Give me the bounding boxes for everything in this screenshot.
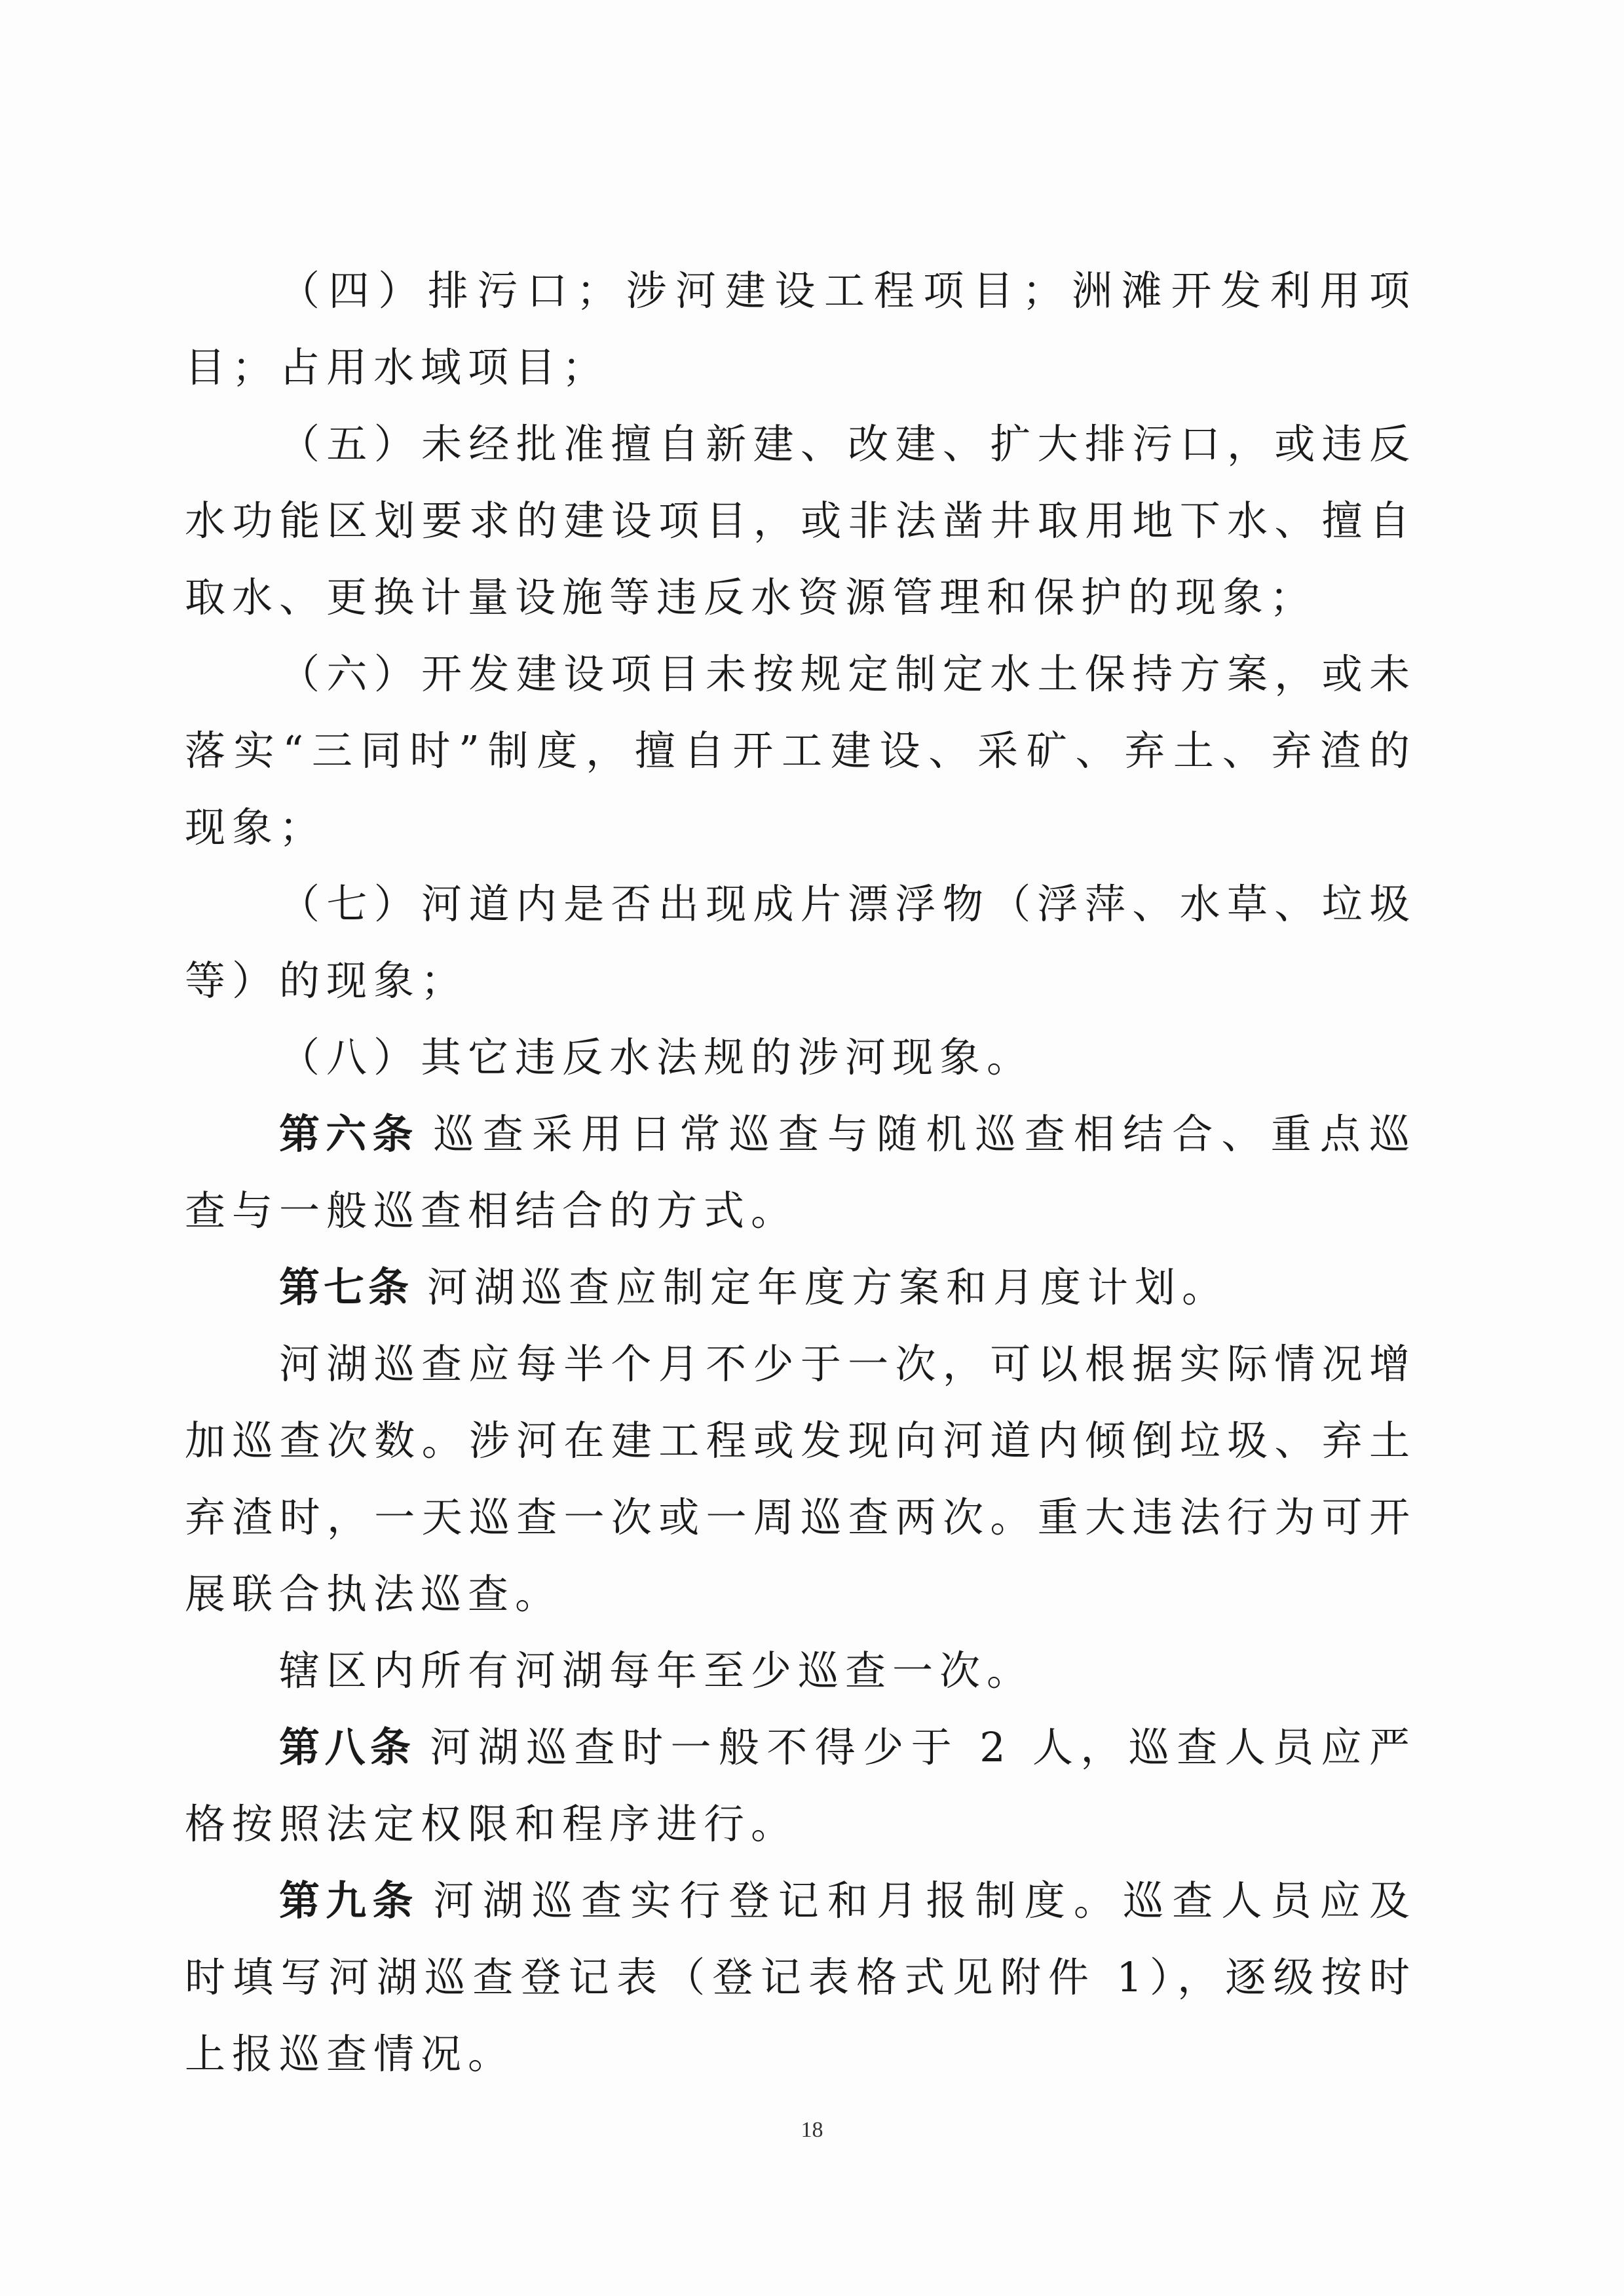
article-6 [185,1096,1416,1249]
document-body [185,252,1416,2092]
article-9 [185,1862,1416,2092]
article-9-text: 河湖巡查实行登记和月报制度。巡查人员应及时填写河湖巡查登记表（登记表格式见附件 1），逐级按时上报巡查情况。 [185,1877,1416,2078]
article-7-text: 河湖巡查应制定年度方案和月度计划。 [427,1263,1230,1311]
article-8-label: 第八条 [279,1723,416,1771]
article-7-label: 第七条 [279,1263,413,1311]
article-7-paragraph-3: 辖区内所有河湖每年至少巡查一次。 [279,1647,1034,1694]
item-5-paragraph: （五）未经批准擅自新建、改建、扩大排污口，或违反水功能区划要求的建设项目，或非法凿井取用地下水、擅自取水、更换计量设施等违反水资源管理和保护的现象； [185,420,1416,621]
page-number: 18 [801,2118,823,2142]
article-7-paragraph-2: 河湖巡查应每半个月不少于一次，可以根据实际情况增加巡查次数。涉河在建工程或发现向河道内倾倒垃圾、弃土弃渣时，一天巡查一次或一周巡查两次。重大违法行为可开展联合执法巡查。 [185,1340,1416,1618]
article-6-text: 巡查采用日常巡查与随机巡查相结合、重点巡查与一般巡查相结合的方式。 [185,1110,1416,1234]
item-4-paragraph: （四）排污口；涉河建设工程项目；洲滩开发利用项目；占用水域项目； [185,267,1416,391]
item-6-paragraph: （六）开发建设项目未按规定制定水土保持方案，或未落实“三同时”制度，擅自开工建设、采矿、弃土、弃渣的现象； [185,650,1416,851]
item-8-paragraph: （八）其它违反水法规的涉河现象。 [279,1033,1034,1081]
article-8 [185,1709,1416,1862]
article-6-label: 第六条 [279,1110,419,1158]
article-8-text: 河湖巡查时一般不得少于 2 人，巡查人员应严格按照法定权限和程序进行。 [185,1723,1416,1848]
article-7 [185,1249,1416,1326]
item-7-paragraph: （七）河道内是否出现成片漂浮物（浮萍、水草、垃圾等）的现象； [185,880,1416,1004]
article-9-label: 第九条 [279,1877,419,1924]
